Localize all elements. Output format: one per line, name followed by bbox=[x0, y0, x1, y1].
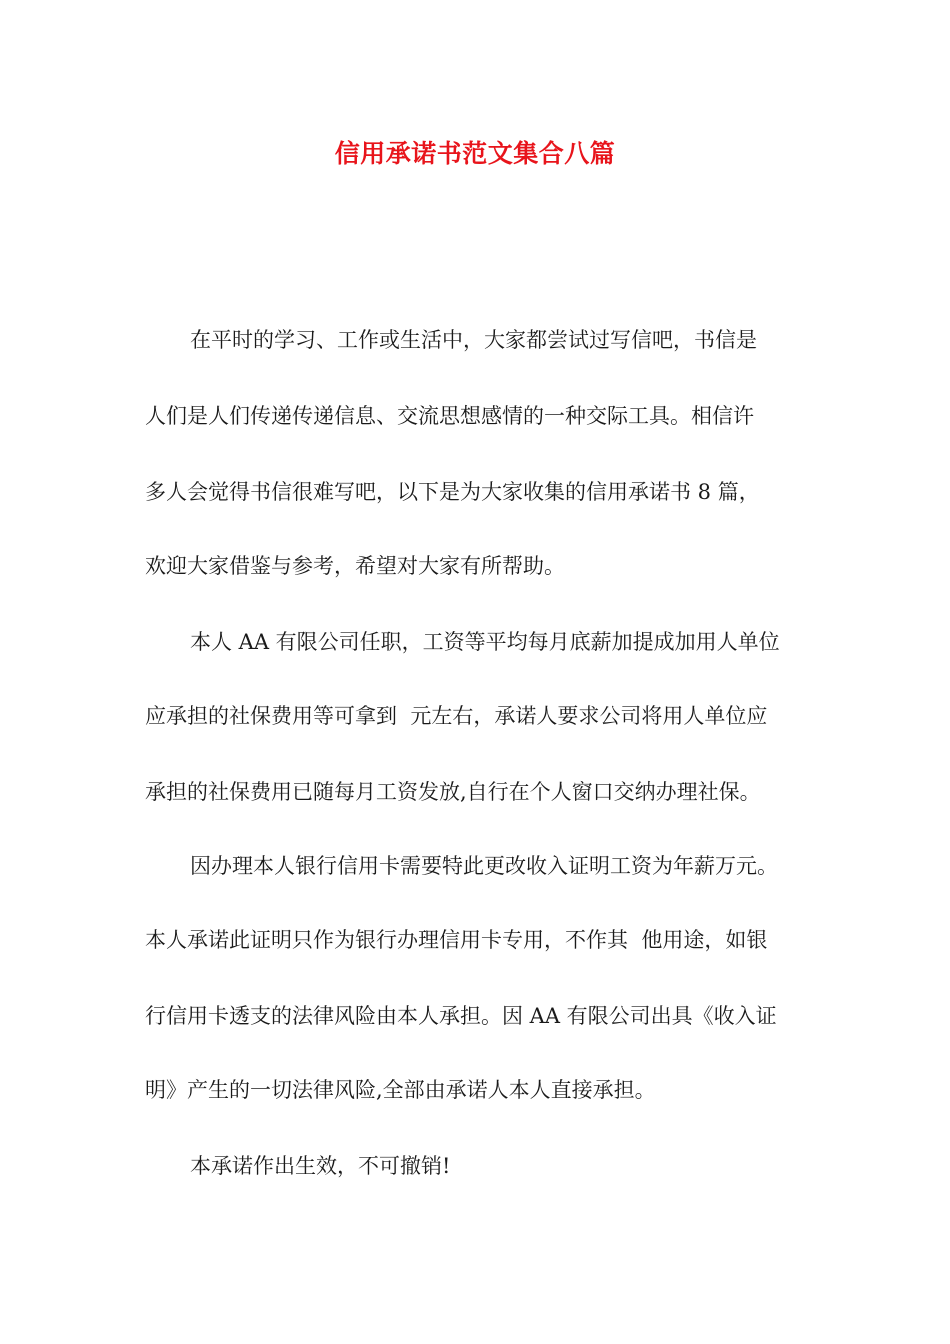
paragraph-3-line-3: 行信用卡透支的法律风险由本人承担。因 AA 有限公司出具《收入证 bbox=[145, 1004, 777, 1028]
paragraph-1-line-3: 多人会觉得书信很难写吧，以下是为大家收集的信用承诺书 8 篇， bbox=[145, 480, 760, 504]
paragraph-1-line-1: 在平时的学习、工作或生活中，大家都尝试过写信吧，书信是 bbox=[190, 328, 757, 352]
paragraph-2-line-3: 承担的社保费用已随每月工资发放,自行在个人窗口交纳办理社保。 bbox=[145, 780, 761, 804]
paragraph-1-line-2: 人们是人们传递传递信息、交流思想感情的一种交际工具。相信许 bbox=[145, 404, 754, 428]
paragraph-3-line-4: 明》产生的一切法律风险,全部由承诺人本人直接承担。 bbox=[145, 1078, 656, 1102]
paragraph-4-line-1: 本承诺作出生效，不可撤销! bbox=[190, 1154, 451, 1178]
paragraph-2-line-2: 应承担的社保费用等可拿到 元左右，承诺人要求公司将用人单位应 bbox=[145, 704, 768, 728]
paragraph-3-line-2: 本人承诺此证明只作为银行办理信用卡专用，不作其 他用途，如银 bbox=[145, 928, 768, 952]
paragraph-2-line-1: 本人 AA 有限公司任职，工资等平均每月底薪加提成加用人单位 bbox=[190, 630, 780, 654]
paragraph-1-line-4: 欢迎大家借鉴与参考，希望对大家有所帮助。 bbox=[145, 554, 565, 578]
document-title: 信用承诺书范文集合八篇 bbox=[334, 139, 616, 168]
paragraph-3-line-1: 因办理本人银行信用卡需要特此更改收入证明工资为年薪万元。 bbox=[190, 854, 778, 878]
